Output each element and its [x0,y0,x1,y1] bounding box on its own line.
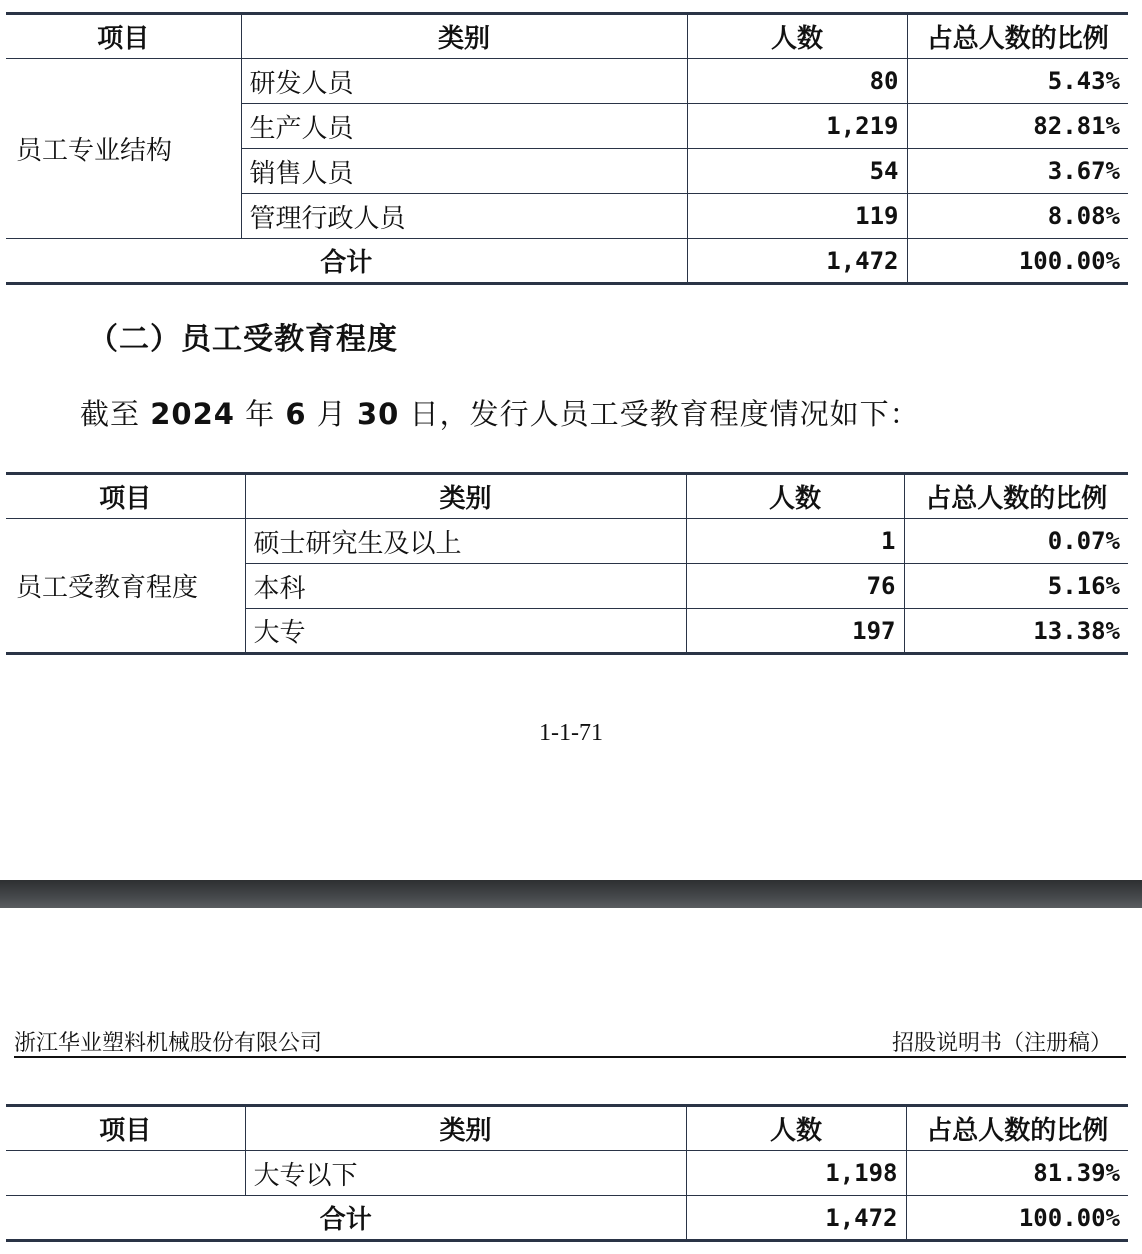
table-row [6,519,1128,564]
group-label [6,1151,245,1196]
count-cell: 54 [687,149,907,194]
category-cell: 研发人员 [241,59,687,104]
header-item: 项目 [6,14,241,59]
education-table [6,472,1128,655]
category-cell: 生产人员 [241,104,687,149]
count-cell: 119 [687,194,907,239]
paragraph-month: 6 [285,397,307,431]
page-number: 1-1-71 [539,720,603,746]
header-count: 人数 [686,1106,906,1151]
header-item: 项目 [6,474,245,519]
total-row [6,239,1128,284]
header-ratio: 占总人数的比例 [906,1106,1128,1151]
category-cell: 管理行政人员 [241,194,687,239]
paragraph-day: 30 [357,397,400,431]
ratio-cell: 82.81% [907,104,1128,149]
paragraph-month-unit: 月 [306,397,357,431]
count-cell: 1 [686,519,904,564]
ratio-cell: 5.43% [907,59,1128,104]
header-category: 类别 [245,1106,686,1151]
header-category: 类别 [245,474,686,519]
category-cell: 本科 [245,564,686,609]
table-header-row [6,474,1128,519]
group-label: 员工受教育程度 [6,519,245,654]
total-count: 1,472 [687,239,907,284]
header-count: 人数 [686,474,904,519]
count-cell: 76 [686,564,904,609]
document-type: 招股说明书（注册稿） [891,1031,1112,1056]
category-cell: 大专以下 [245,1151,686,1196]
group-label: 员工专业结构 [6,59,241,239]
header-ratio: 占总人数的比例 [907,14,1128,59]
paragraph-year: 2024 [150,397,235,431]
paragraph-prefix: 截至 [80,397,151,431]
count-cell: 1,219 [687,104,907,149]
total-ratio: 100.00% [907,239,1128,284]
total-label: 合计 [6,1196,686,1241]
ratio-cell: 5.16% [904,564,1128,609]
total-label: 合计 [6,239,687,284]
ratio-cell: 0.07% [904,519,1128,564]
table-header-row [6,1106,1128,1151]
ratio-cell: 13.38% [904,609,1128,654]
table-header-row [6,14,1128,59]
paragraph-day-unit: 日， [399,397,470,431]
table-row [6,59,1128,104]
document-header [14,1024,1126,1058]
paragraph-year-unit: 年 [234,397,286,431]
section-heading: （二）员工受教育程度 [88,322,398,357]
page-break [0,880,1142,908]
education-table-continued [6,1104,1128,1242]
count-cell: 197 [686,609,904,654]
company-name: 浙江华业塑料机械股份有限公司 [14,1031,323,1056]
header-ratio: 占总人数的比例 [904,474,1128,519]
paragraph-text: 发行人员工受教育程度情况如下： [469,397,920,431]
table-row [6,1151,1128,1196]
header-count: 人数 [687,14,907,59]
header-item: 项目 [6,1106,245,1151]
ratio-cell: 81.39% [906,1151,1128,1196]
category-cell: 销售人员 [241,149,687,194]
category-cell: 大专 [245,609,686,654]
total-row [6,1196,1128,1241]
total-ratio: 100.00% [906,1196,1128,1241]
professional-structure-table [6,12,1128,285]
section-paragraph [80,392,920,433]
count-cell: 80 [687,59,907,104]
total-count: 1,472 [686,1196,906,1241]
header-category: 类别 [241,14,687,59]
ratio-cell: 8.08% [907,194,1128,239]
category-cell: 硕士研究生及以上 [245,519,686,564]
ratio-cell: 3.67% [907,149,1128,194]
count-cell: 1,198 [686,1151,906,1196]
